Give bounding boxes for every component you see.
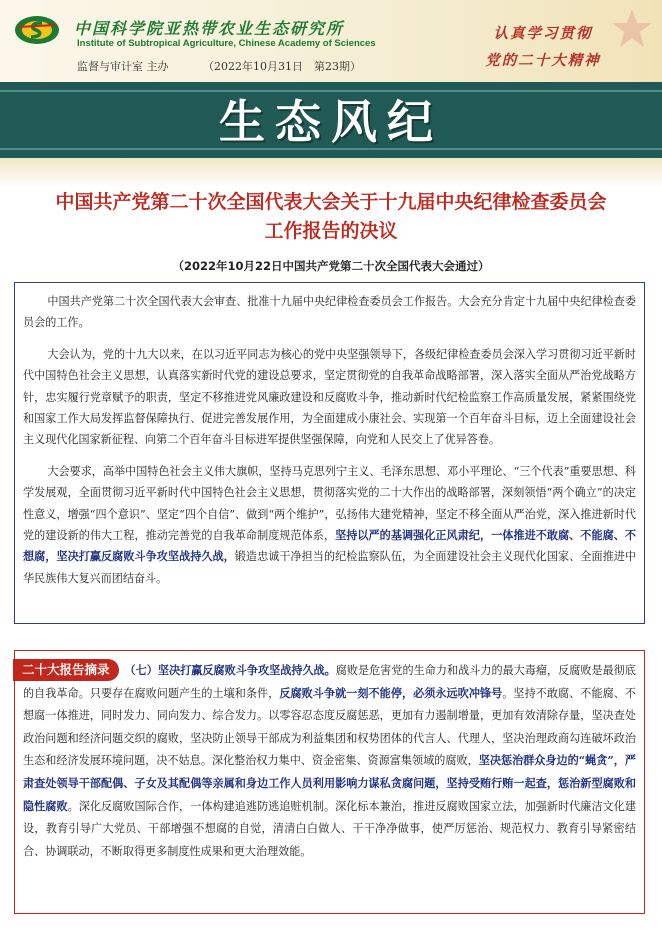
report-excerpt-box — [14, 650, 645, 914]
slogan — [478, 20, 608, 74]
document-title-line-1: 中国共产党第二十次全国代表大会关于十九届中央纪律检查委员会 — [55, 191, 607, 213]
sponsor-line: 监督与审计室 主办 — [77, 60, 169, 73]
document-subtitle: （2022年10月22日中国共产党第二十次全国代表大会通过） — [172, 259, 490, 273]
institute-name-cn: 中国科学院亚热带农业生态研究所 — [74, 19, 345, 38]
resolution-paragraph-3 — [23, 461, 636, 589]
cas-isa-logo-icon — [14, 14, 60, 46]
paragraph-3-end: 锻造忠诚干净担当的纪检监察队伍，为全面建设社会主义现代化国家、全面推进中华民族伟大复兴而团结奋斗。 — [23, 550, 636, 585]
report-excerpt-badge: 二十大报告摘录 — [13, 659, 119, 681]
report-section-heading: （七）坚决打赢反腐败斗争攻坚战持久战。 — [124, 664, 336, 677]
issue-date: （2022年10月31日 第23期） — [203, 60, 361, 73]
resolution-box — [14, 282, 645, 624]
report-text-1: 腐败是危害党的生命力和战斗力的最大毒瘤，反腐败是最彻底的自我革命。只要存在腐败问题产生的土壤和条件， — [23, 664, 636, 700]
report-text-3: 。深化反腐败国际合作，一体构建追逃防逃追赃机制。深化标本兼治，推进反腐败国家立法，加强新时代廉洁文化建设，教育引导广大党员、干部增强不想腐的自觉，清清白白做人、干干净净做事，使严厉惩治、规范权力、教育引导紧密结合、协调联动，不断取得更多制度性成果和更大治理效能。 — [23, 799, 636, 858]
slogan-line-1: 认真学习贯彻 — [493, 25, 593, 42]
banner-shadow — [0, 158, 662, 188]
report-excerpt-paragraph — [23, 659, 636, 863]
paragraph-3-highlight: 坚持以严的基调强化正风肃纪，一体推进不敢腐、不能腐、不想腐，坚决打赢反腐败斗争攻坚战持久战， — [23, 529, 636, 564]
slogan-line-2: 党的二十大精神 — [485, 52, 601, 69]
star-icon — [610, 6, 654, 50]
document-title — [20, 188, 642, 246]
newsletter-title: 生态风纪 — [219, 95, 443, 149]
title-banner — [0, 82, 662, 158]
document-title-line-2: 工作报告的决议 — [264, 220, 398, 242]
report-text-2: 。坚持不敢腐、不能腐、不想腐一体推进，同时发力、同向发力、综合发力。以零容忍态度反腐惩恶，更加有力遏制增量，更加有效清除存量，坚决查处政治问题和经济问题交织的腐败，坚决防止领导干部成为利益集团和权势团体的代言人、代理人，坚决治理政商勾连破坏政治生态和经济发展环境问题，决不姑息。深化整治权力集中、资金密集、资源富集领域的腐败， — [23, 686, 636, 768]
masthead — [0, 0, 662, 82]
report-highlight-1: 反腐败斗争就一刻不能停，必须永远吹冲锋号 — [279, 686, 503, 700]
institute-name-en: Institute of Subtropical Agriculture, Chinese Academy of Sciences — [77, 38, 376, 49]
resolution-paragraph-2: 大会认为，党的十九大以来，在以习近平同志为核心的党中央坚强领导下，各级纪律检查委员会深入学习贯彻习近平新时代中国特色社会主义思想，认真落实新时代党的建设总要求，坚定贯彻党的自我革命战略部署，深入落实全面从严治党战略方针，忠实履行党章赋予的职责，坚定不移推进党风廉政建设和反腐败斗争，推动新时代纪检监察工作高质量发展，紧紧围绕党和国家工作大局发挥监督保障执行、促进完善发展作用，为全面建成小康社会、实现第一个百年奋斗目标，迈上全面建设社会主义现代化国家新征程、向第二个百年奋斗目标进军提供坚强保障，向党和人民交上了优异答卷。 — [23, 347, 636, 447]
paragraph-3-start: 大会要求，高举中国特色社会主义伟大旗帜，坚持马克思列宁主义、毛泽东思想、邓小平理论、“三个代表”重要思想、科学发展观，全面贯彻习近平新时代中国特色社会主义思想，贯彻落实党的二十大作出的战略部署，深刻领悟“两个确立”的决定性意义，增强“四个意识”、坚定“四个自信”、做到“两个维护”，弘扬伟大建党精神，坚定不移全面从严治党，深入推进新时代党的建设新的伟大工程，推动完善党的自我革命制度规范体系， — [23, 464, 636, 543]
report-highlight-2: 坚决惩治群众身边的“蝇贪”，严肃查处领导干部配偶、子女及其配偶等亲属和身边工作人员利用影响力谋私贪腐问题，坚持受贿行贿一起查，惩治新型腐败和隐性腐败 — [23, 754, 636, 813]
resolution-paragraph-1: 中国共产党第二十次全国代表大会审查、批准十九届中央纪律检查委员会工作报告。大会充分肯定十九届中央纪律检查委员会的工作。 — [23, 295, 636, 330]
